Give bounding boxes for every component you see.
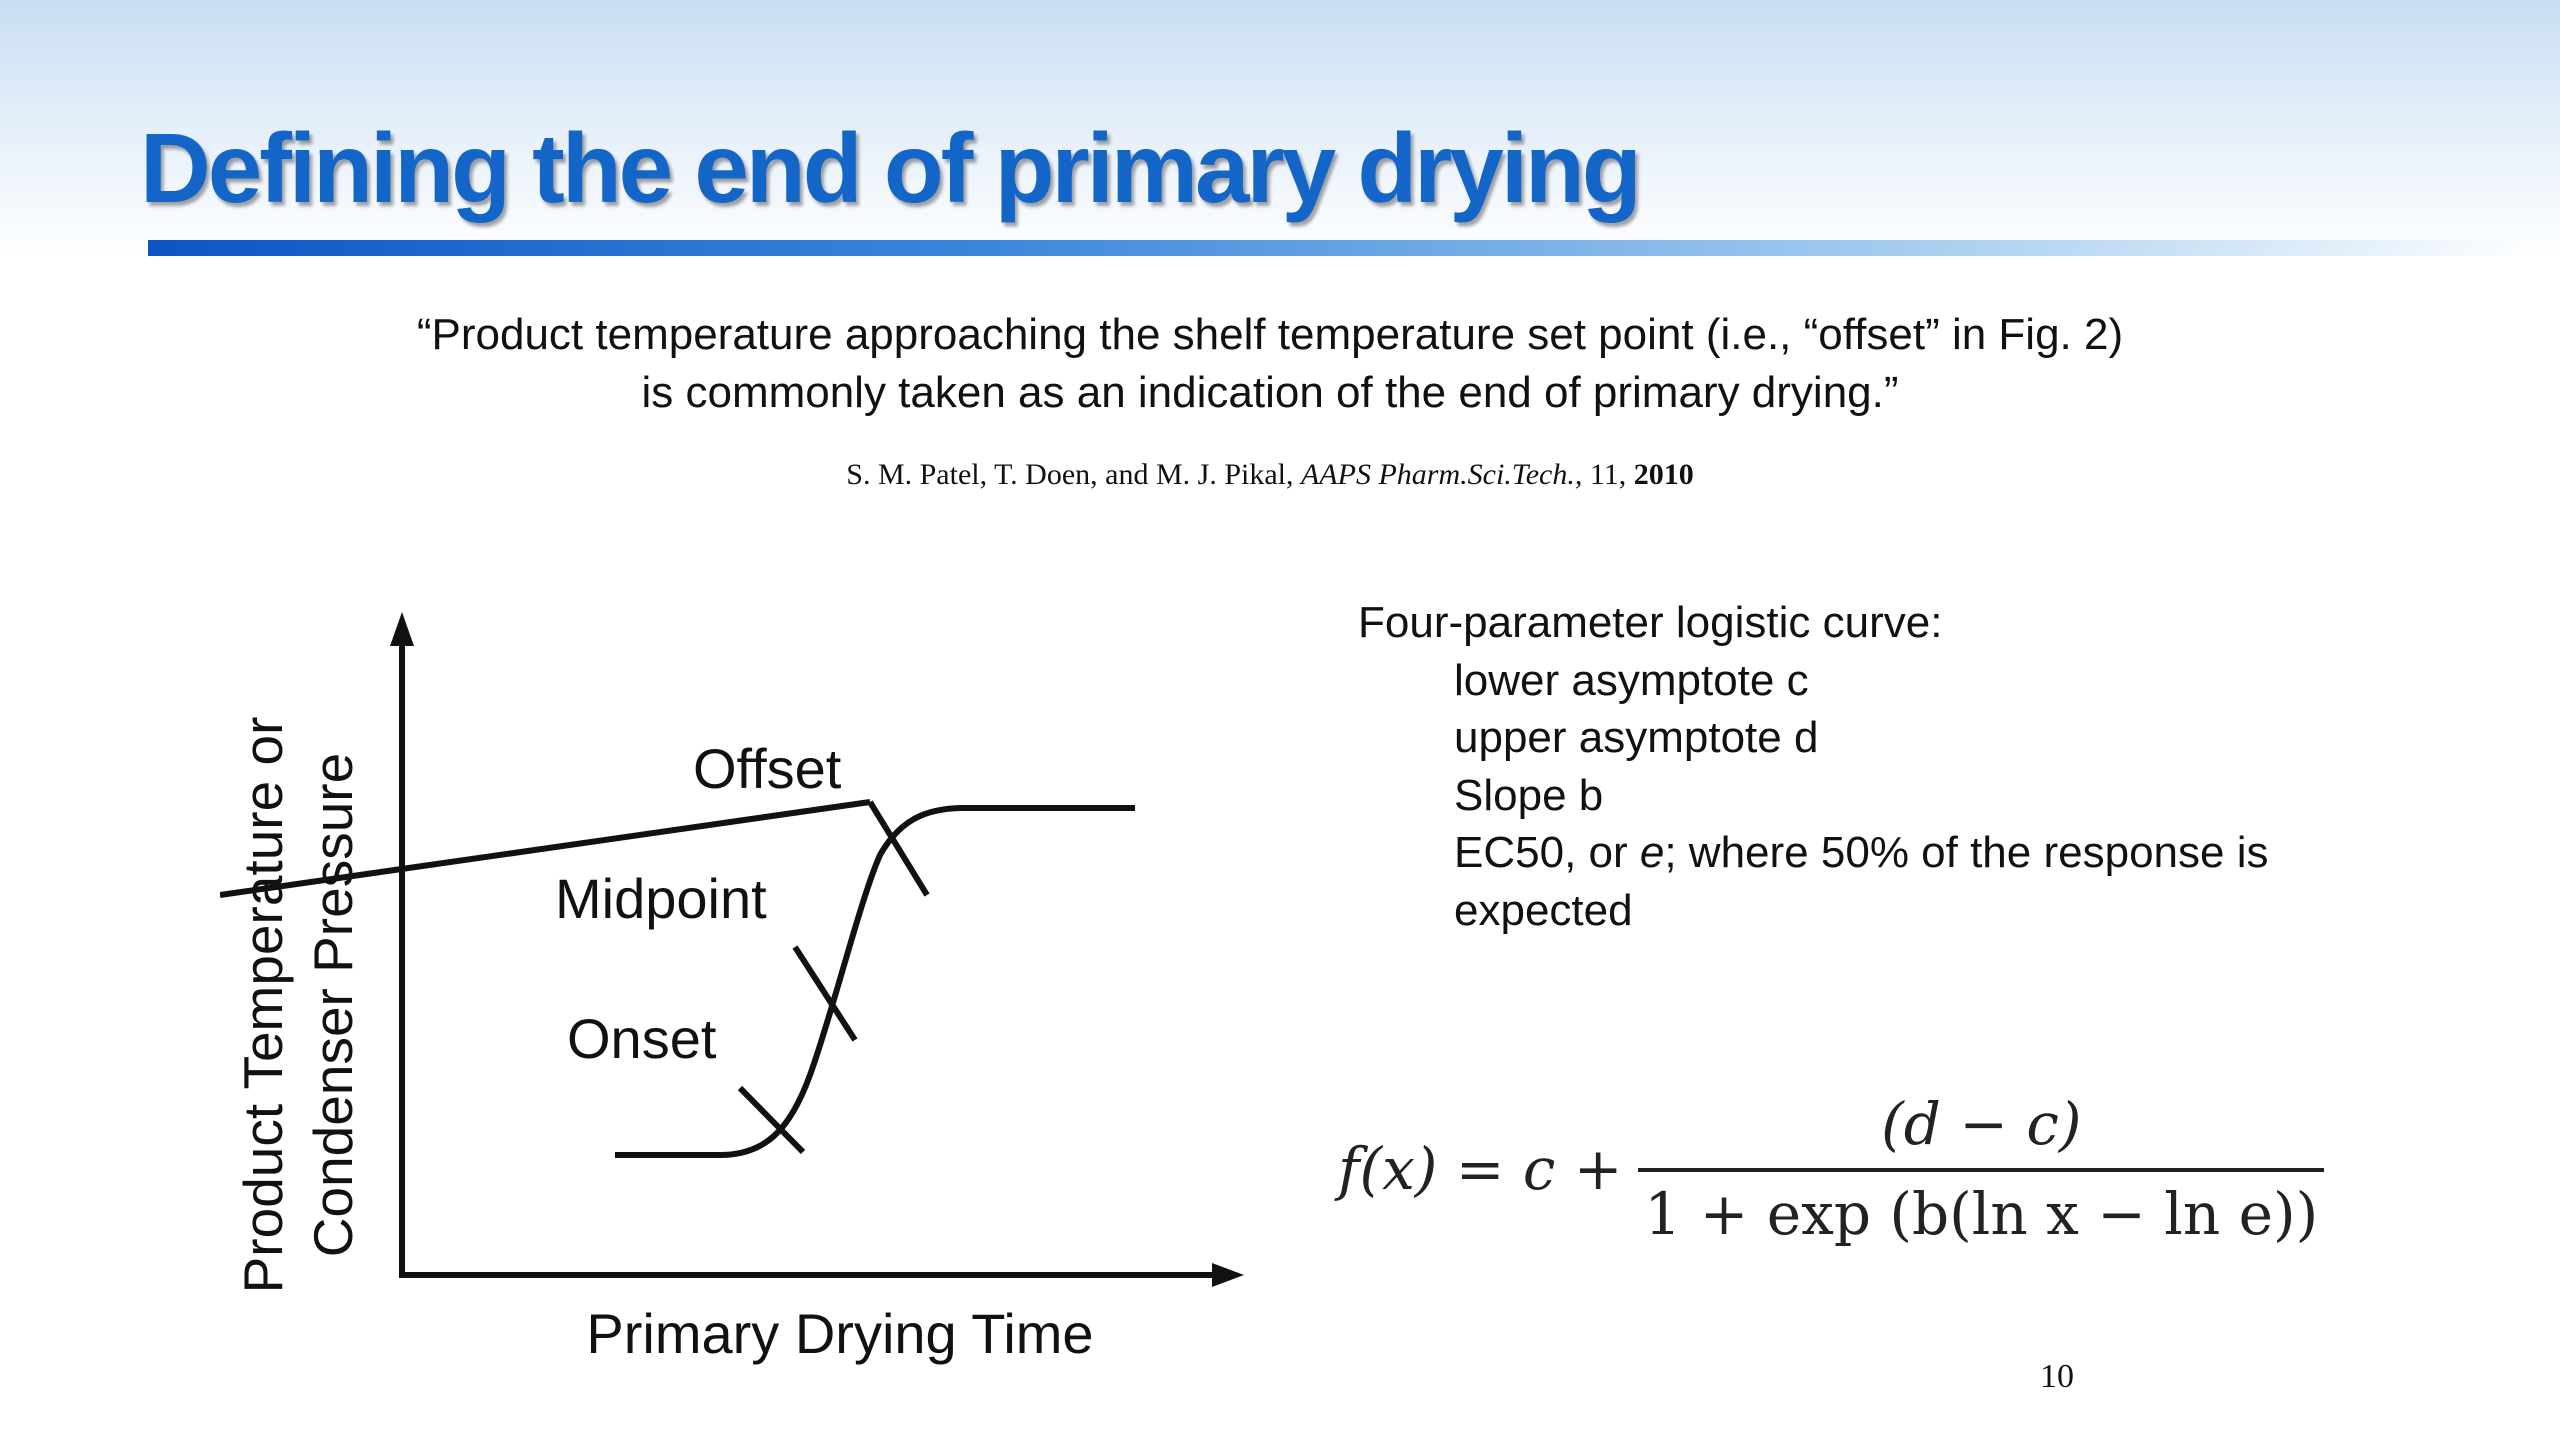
x-axis-arrow-icon — [1212, 1263, 1244, 1287]
offset-label: Offset — [693, 737, 842, 800]
quote-line-1: “Product temperature approaching the shelf temperature set point (i.e., “offset” in Fig. 2) — [416, 310, 2124, 359]
parameter-ec50-continued: expected — [1454, 885, 1633, 935]
ec50-suffix: ; where 50% of the response is — [1664, 828, 2269, 877]
logistic-formula — [1338, 1090, 2324, 1248]
drying-curve-diagram — [220, 610, 1280, 1390]
citation-journal: AAPS Pharm.Sci.Tech., — [1300, 458, 1583, 491]
y-axis-arrow-icon — [390, 612, 414, 646]
quote-line-2: is commonly taken as an indication of the end of primary drying.” — [641, 368, 1899, 417]
citation-year: 2010 — [1633, 458, 1694, 491]
parameters-heading: Four-parameter logistic curve: — [1358, 598, 1943, 647]
citation-authors: S. M. Patel, T. Doen, and M. J. Pikal, — [846, 458, 1301, 491]
formula-numerator: (d − c) — [1881, 1090, 2082, 1158]
page-number: 10 — [2040, 1358, 2074, 1395]
citation-volume: 11, — [1582, 458, 1634, 491]
drying-curve — [615, 808, 1135, 1155]
slide-title: Defining the end of primary drying — [140, 113, 1639, 223]
formula-denominator: 1 + exp (b(ln x − ln e)) — [1638, 1168, 2324, 1248]
logistic-parameters — [1358, 594, 2268, 939]
parameter-ec50 — [1358, 824, 2268, 882]
formula-fraction — [1638, 1090, 2324, 1248]
midpoint-label: Midpoint — [555, 867, 767, 930]
parameter-upper-asymptote: upper asymptote d — [1454, 713, 1819, 762]
title-underline — [148, 240, 2528, 256]
y-axis-label-line-1: Product Temperature or — [232, 716, 294, 1294]
x-axis-label: Primary Drying Time — [586, 1302, 1094, 1365]
ec50-variable: e — [1639, 828, 1665, 877]
formula-lhs: f(x) = c + — [1338, 1135, 1623, 1203]
parameter-slope: Slope b — [1454, 770, 1604, 820]
parameter-lower-asymptote: lower asymptote c — [1454, 655, 1809, 705]
quote-block — [240, 306, 2300, 422]
onset-label: Onset — [567, 1007, 717, 1070]
onset-tick — [740, 1088, 803, 1152]
ec50-prefix: EC50, or — [1454, 828, 1640, 877]
citation — [420, 458, 2120, 492]
y-axis-label-line-2: Condenser Pressure — [302, 752, 364, 1258]
